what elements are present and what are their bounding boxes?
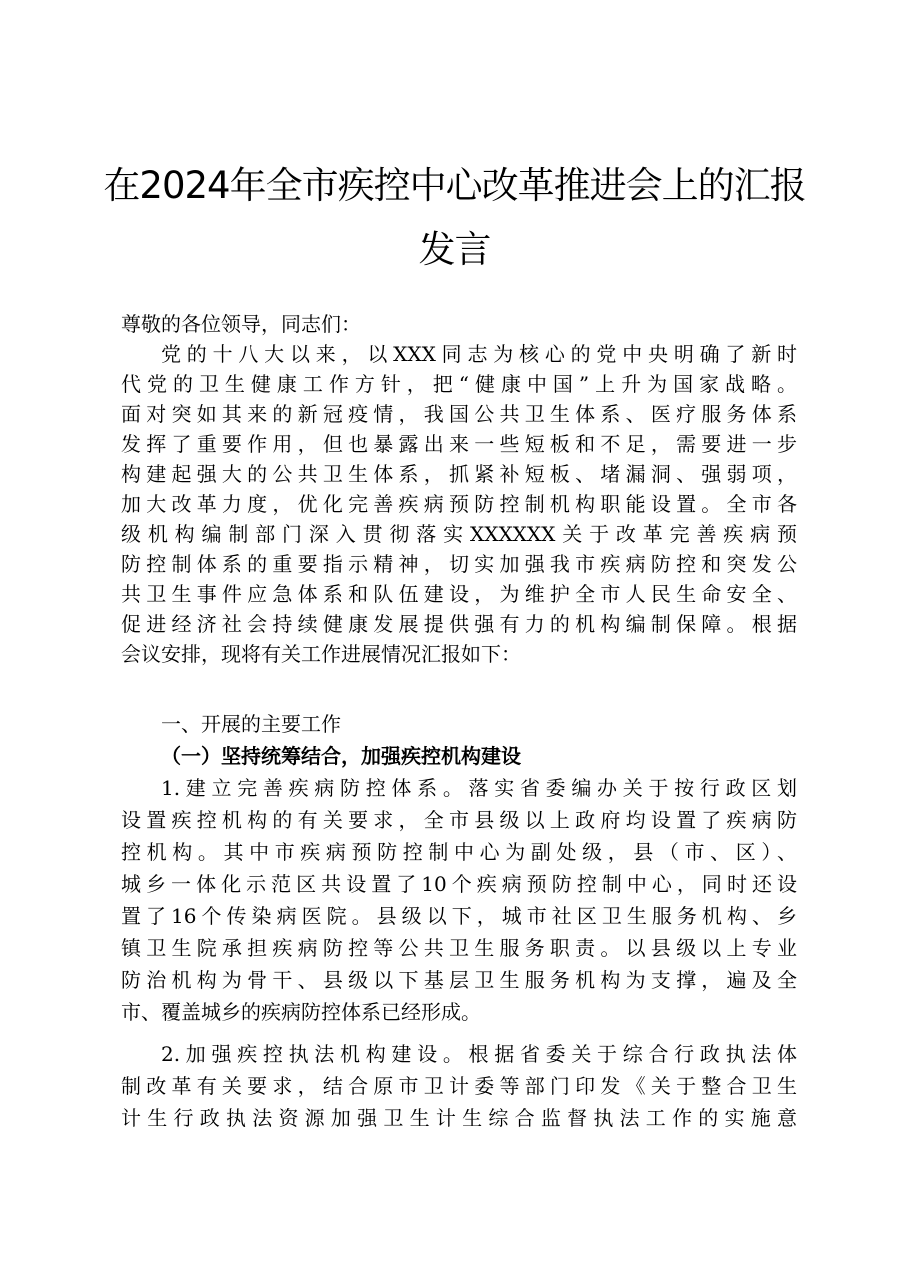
paragraph-line: 代党的卫生健康工作方针，把“健康中国”上升为国家战略。 <box>121 372 797 396</box>
paragraph-line: 制改革有关要求，结合原市卫计委等部门印发《关于整合卫生 <box>121 1074 797 1098</box>
paragraph-line: 防治机构为骨干、县级以下基层卫生服务机构为支撑，遍及全 <box>121 968 797 992</box>
paragraph-line: 构建起强大的公共卫生体系，抓紧补短板、堵漏洞、强弱项， <box>121 462 797 486</box>
paragraph-line: 置了16个传染病医院。县级以下，城市社区卫生服务机构、乡 <box>121 904 797 928</box>
paragraph-line: 面对突如其来的新冠疫情，我国公共卫生体系、医疗服务体系 <box>121 402 797 426</box>
paragraph-line: 会议安排，现将有关工作进展情况汇报如下： <box>121 642 521 666</box>
paragraph-line: 设置疾控机构的有关要求，全市县级以上政府均设置了疾病防 <box>121 808 797 832</box>
paragraph-line: 党的十八大以来，以XXX同志为核心的党中央明确了新时 <box>161 342 797 366</box>
paragraph-line: 共卫生事件应急体系和队伍建设，为维护全市人民生命安全、 <box>121 582 797 606</box>
salutation: 尊敬的各位领导，同志们： <box>121 312 361 336</box>
paragraph-line: 2.加强疾控执法机构建设。根据省委关于综合行政执法体 <box>161 1042 797 1066</box>
paragraph-line: 加大改革力度，优化完善疾病预防控制机构职能设置。全市各 <box>121 492 797 516</box>
paragraph-line: 镇卫生院承担疾病防控等公共卫生服务职责。以县级以上专业 <box>121 936 797 960</box>
paragraph-line: 级机构编制部门深入贯彻落实XXXXXX关于改革完善疾病预 <box>121 522 797 546</box>
paragraph-line: 发挥了重要作用，但也暴露出来一些短板和不足，需要进一步 <box>121 432 797 456</box>
subsection-heading: （一）坚持统筹结合，加强疾控机构建设 <box>161 744 521 768</box>
paragraph-line: 1.建立完善疾病防控体系。落实省委编办关于按行政区划 <box>161 776 797 800</box>
document-title-line-1: 在2024年全市疾控中心改革推进会上的汇报 <box>103 164 806 207</box>
paragraph-line: 促进经济社会持续健康发展提供强有力的机构编制保障。根据 <box>121 612 797 636</box>
paragraph-line: 计生行政执法资源加强卫生计生综合监督执法工作的实施意 <box>121 1106 797 1130</box>
paragraph-line: 防控制体系的重要指示精神，切实加强我市疾病防控和突发公 <box>121 552 797 576</box>
paragraph-line: 城乡一体化示范区共设置了10个疾病预防控制中心，同时还设 <box>121 872 797 896</box>
section-heading: 一、开展的主要工作 <box>161 712 341 736</box>
document-title-line-2: 发言 <box>418 228 491 271</box>
paragraph-line: 控机构。其中市疾病预防控制中心为副处级，县（市、区）、 <box>121 840 797 864</box>
paragraph-line: 市、覆盖城乡的疾病防控体系已经形成。 <box>121 1000 481 1024</box>
